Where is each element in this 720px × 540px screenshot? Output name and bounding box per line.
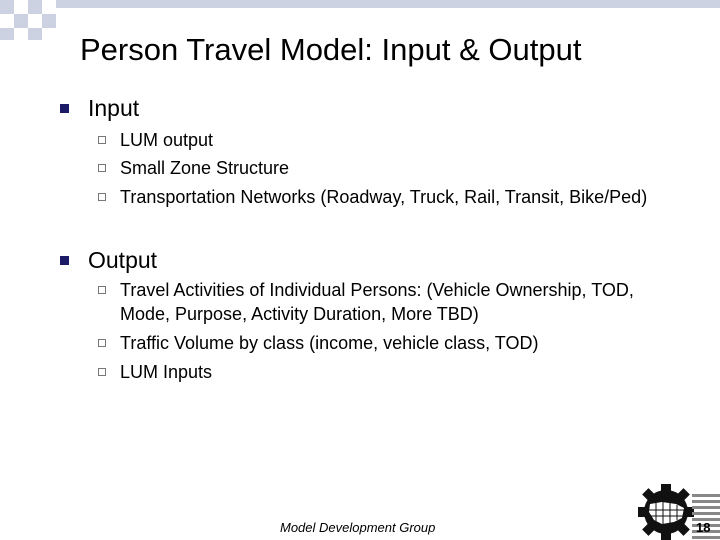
- list-item: Travel Activities of Individual Persons: (Vehicle Ownership, TOD,: [120, 280, 634, 300]
- list-item: LUM Inputs: [120, 362, 213, 382]
- section-heading-output: Output: [88, 247, 158, 273]
- filled-square-bullet-icon: [60, 256, 69, 265]
- slide-title: Person Travel Model: Input & Output: [80, 32, 582, 67]
- hollow-square-bullet-icon: [98, 339, 106, 347]
- list-item: Traffic Volume by class (income, vehicle class, TOD): [120, 333, 539, 353]
- section-heading-input: Input: [88, 95, 140, 121]
- filled-square-bullet-icon: [60, 104, 69, 113]
- hollow-square-bullet-icon: [98, 286, 106, 294]
- footer-text: Model Development Group: [280, 520, 436, 535]
- page-number: 18: [696, 520, 711, 535]
- hollow-square-bullet-icon: [98, 193, 106, 201]
- hollow-square-bullet-icon: [98, 164, 106, 172]
- list-item: Transportation Networks (Roadway, Truck, Rail, Transit, Bike/Ped): [120, 187, 648, 207]
- list-item: LUM output: [120, 130, 214, 150]
- hollow-square-bullet-icon: [98, 136, 106, 144]
- hollow-square-bullet-icon: [98, 368, 106, 376]
- list-item-continuation: Mode, Purpose, Activity Duration, More TBD): [120, 304, 479, 324]
- list-item: Small Zone Structure: [120, 158, 290, 178]
